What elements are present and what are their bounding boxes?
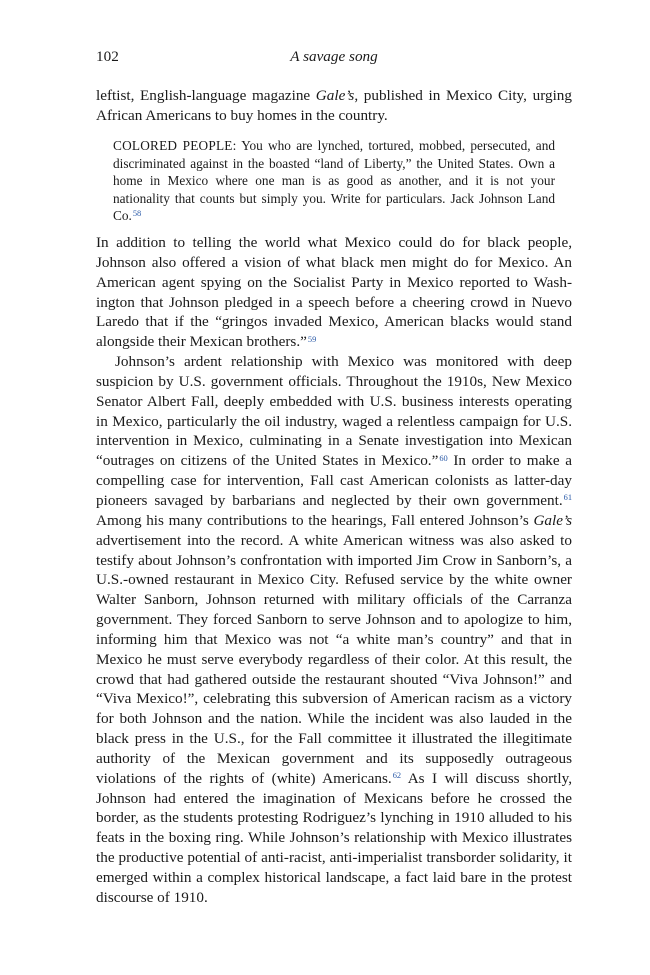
magazine-title-2: Gale’s [533, 511, 572, 529]
paragraph-2-text-4: advertisement into the record. A white American witness was also asked to testify about Johnson’s confrontation with imported Jim Crow in Sanborn’s, a U.S.-owned restaurant in Mexico City. Refused service by the white owner Walter Sanborn, Johnson returned with military officials of the Carranza government. They forced Sanborn to serve Johnson and to apologize to him, informing him that Mexico was not “a white man’s country” and that in Mexico he must serve everybody regardless of their color. At this result, the crowd that had gathered outside the restaurant shouted “Viva Johnson!” and “Viva Mexico!”, celebrating this subversion of American racism as a victory for both Johnson and the nation. While the incident was also lauded in the black press in the U.S., for the Fall committee it illustrated the illegitimate authority of the Mexican government and its supposedly outrageous violations of the rights of (white) Americans. [96, 531, 572, 787]
paragraph-1 [96, 233, 572, 352]
footnote-ref-60[interactable]: 60 [439, 453, 448, 463]
paragraph-2-text-1: Johnson’s ardent relationship with Mexico was monitored with deep suspicion by U.S. government officials. Throughout the 1910s, New Mexico Senator Albert Fall, deeply embedded with U.S. business interests operating in Mexico, particularly the oil industry, waged a relentless campaign for U.S. intervention in Mexico, culminating in a Senate investigation into Mexican “outrages on citizens of the United States in Mexico.” [96, 353, 572, 470]
main-text [96, 233, 572, 908]
footnote-ref-59[interactable]: 59 [307, 334, 317, 344]
paragraph-1-text: In addition to telling the world what Mexico could do for black people, Johnson also offered a vision of what black men might do for Mexico. An American agent spying on the Socialist Party in Mexico reported to Washington that Johnson pledged in a speech before a cheering crowd in Nuevo Laredo that if the “gringos invaded Mexico, American blacks would stand alongside their Mexican brothers.” [96, 234, 572, 351]
block-quote [113, 137, 555, 225]
intro-text-1: leftist, English-language magazine [96, 87, 316, 104]
page-number: 102 [96, 48, 119, 65]
magazine-title: Gale’s [315, 87, 355, 104]
running-header [96, 48, 572, 72]
intro-paragraph [96, 86, 572, 126]
paragraph-2-text-2: In order to make a compelling case for intervention, Fall cast American colonists as latter-day pioneers savaged by barbarians and neglected by their own government. [96, 452, 573, 509]
intro-text-2: , published in Mexico City, urging African Americans to buy homes in the country. [96, 87, 572, 124]
paragraph-2 [96, 352, 572, 908]
footnote-ref-62[interactable]: 62 [392, 771, 402, 781]
quote-text: You who are lynched, tortured, mobbed, persecuted, and discriminated against in the boasted “land of Liberty,” the United States. Own a home in Mexico where one man is as good as another, and it is not your nationality that counts but simply you. Write for particulars. Jack Johnson Land Co. [113, 138, 555, 224]
paragraph-2-text-5: As I will discuss shortly, Johnson had entered the imagination of Mexicans before he crossed the border, as the students protesting Rodriguez’s lynching in 1910 alluded to his feats in the boxing ring. While Johnson’s relationship with Mexico illustrates the productive potential of anti-racist, anti-imperialist transborder solidarity, it emerged within a complex historical landscape, a fact laid bare in the protest discourse of 1910. [96, 769, 572, 906]
paragraph-2-text-3: Among his many contributions to the hearings, Fall entered Johnson’s [96, 511, 534, 529]
footnote-ref-61[interactable]: 61 [563, 493, 572, 503]
running-title: A savage song [290, 48, 378, 65]
footnote-ref-58[interactable]: 58 [132, 208, 142, 218]
quote-label: COLORED PEOPLE: [113, 138, 237, 153]
